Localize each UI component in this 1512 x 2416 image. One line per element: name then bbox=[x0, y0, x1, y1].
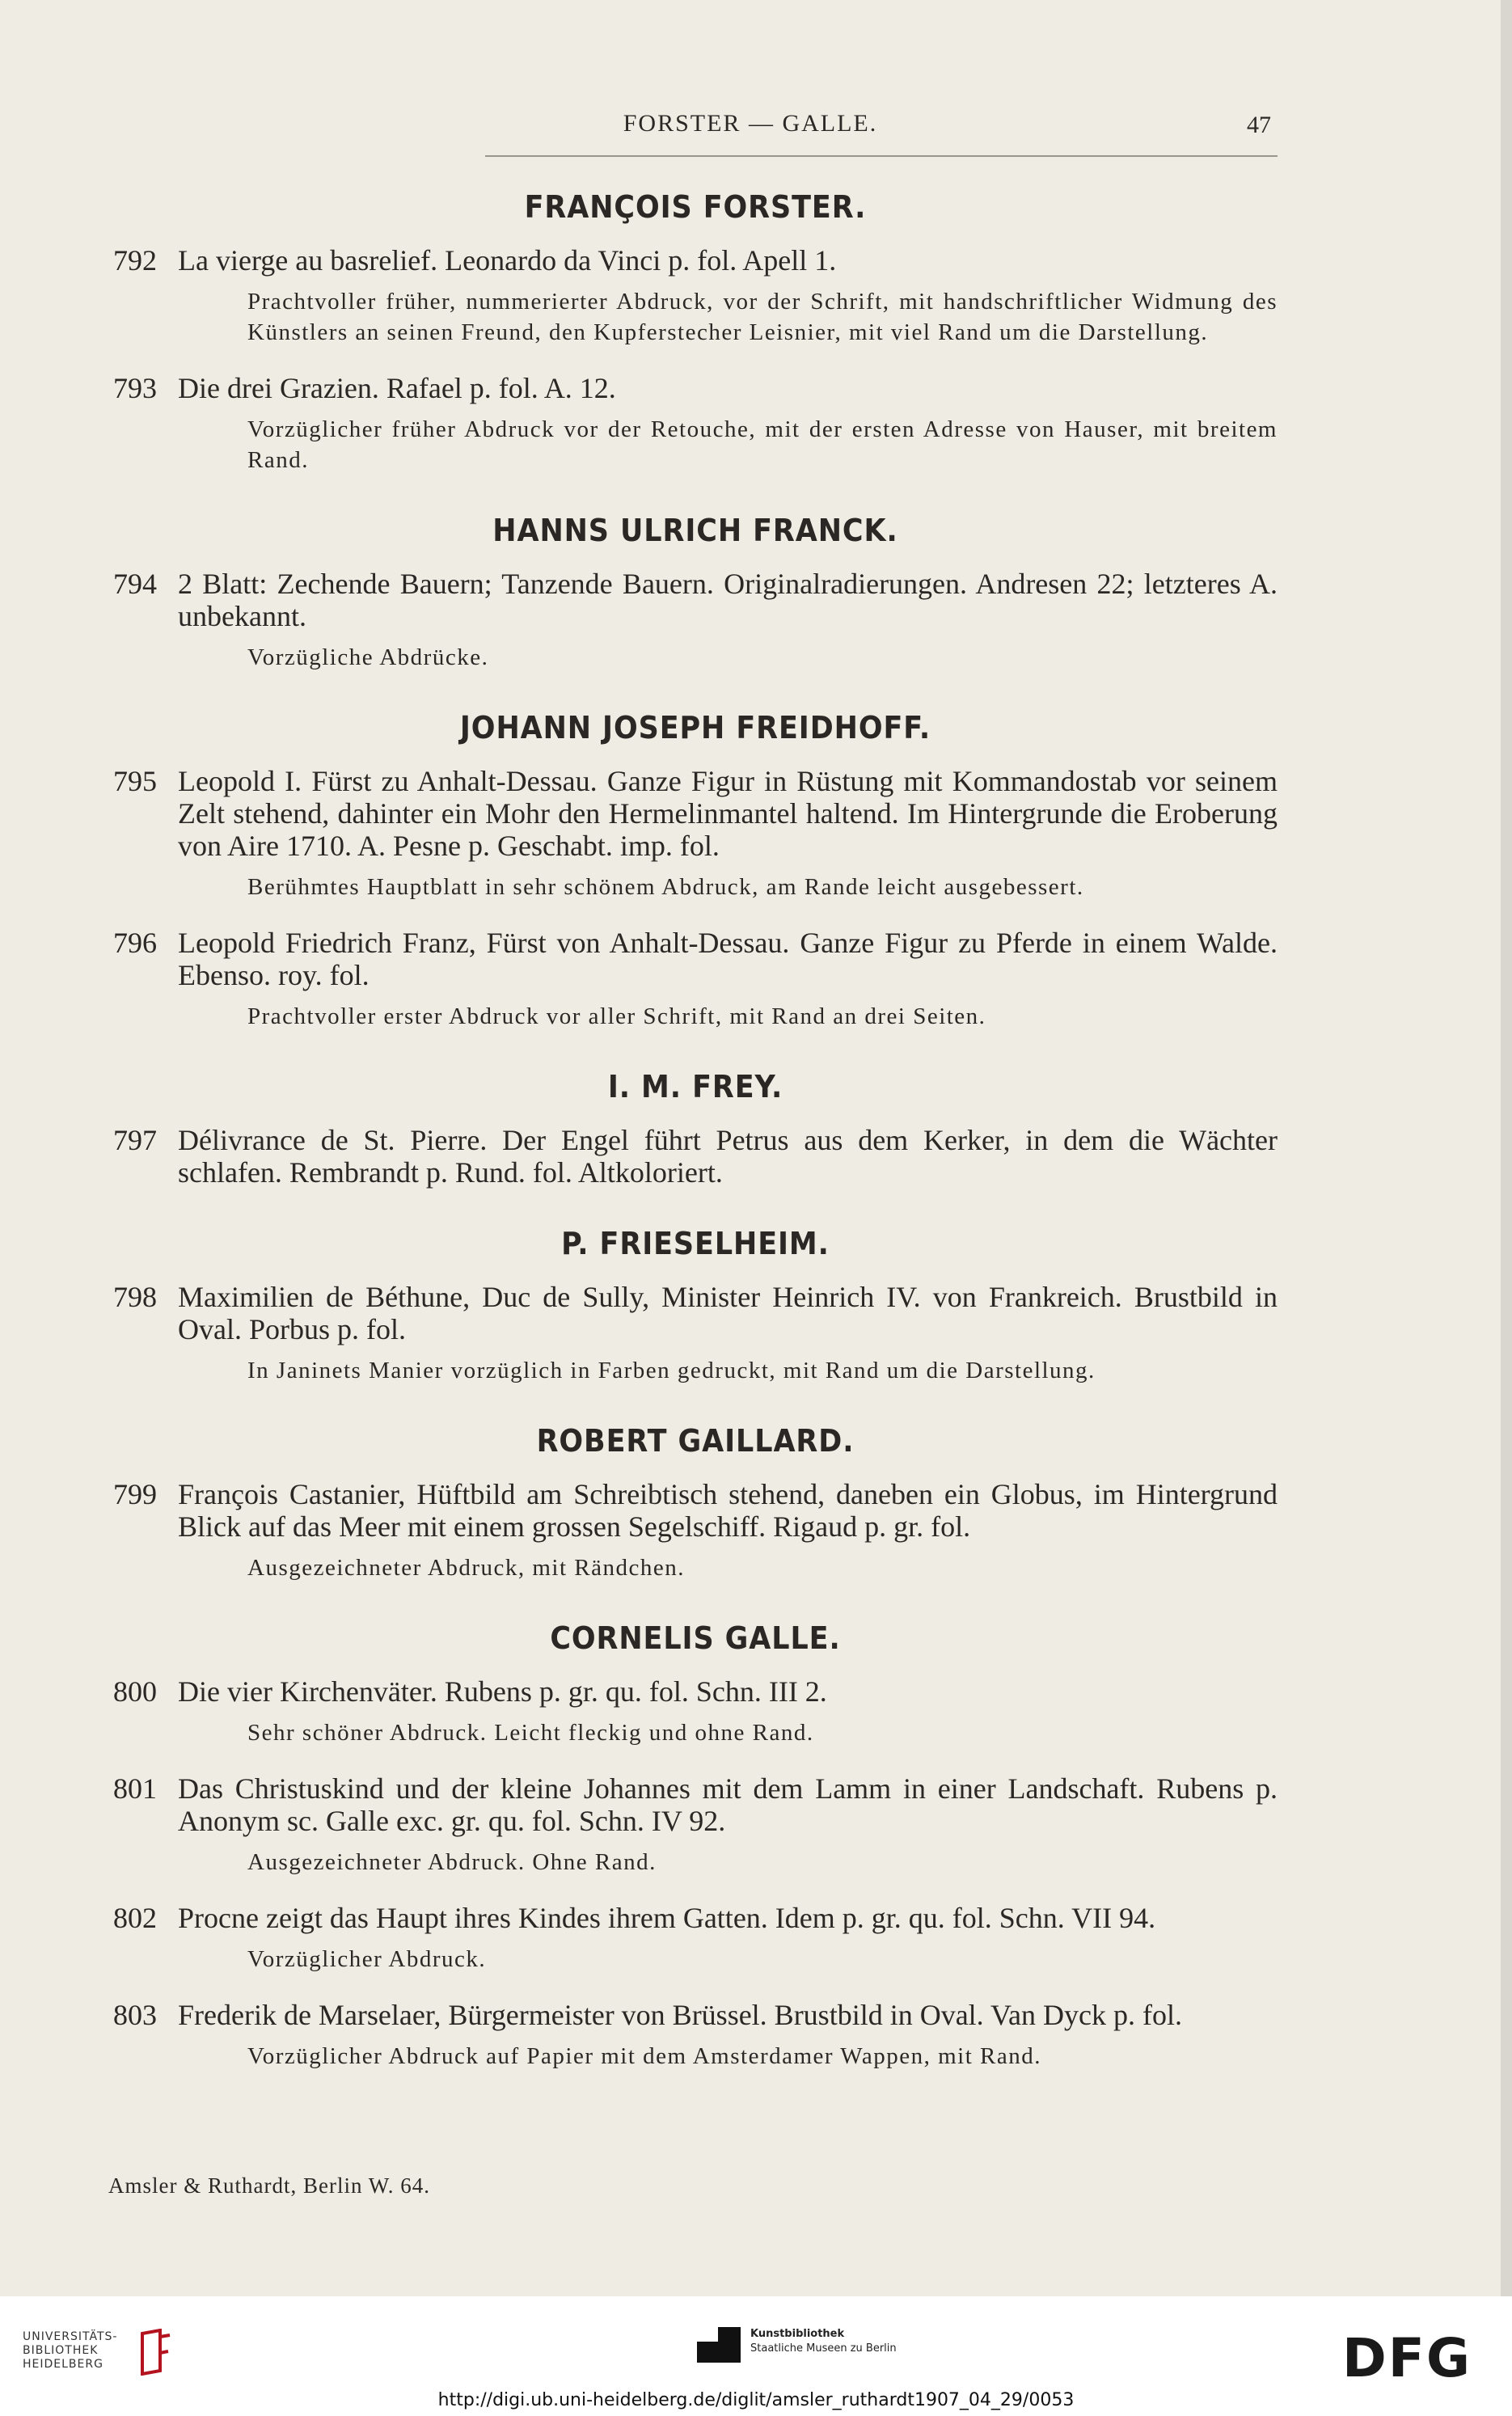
page-number: 47 bbox=[1247, 112, 1271, 138]
kb-subtitle: Staatliche Museen zu Berlin bbox=[750, 2342, 897, 2355]
artist-heading: JOHANN JOSEPH FREIDHOFF. bbox=[459, 710, 931, 745]
section-spacer bbox=[113, 697, 1278, 708]
page-edge bbox=[1501, 0, 1512, 2296]
artist-heading: CORNELIS GALLE. bbox=[550, 1620, 841, 1656]
lot-condition-note: Ausgezeichneter Abdruck, mit Rändchen. bbox=[247, 1555, 685, 1581]
lot-number: 799 bbox=[113, 1478, 157, 1510]
catalogue-entry bbox=[113, 1478, 1278, 1583]
kunstbibliothek-logo-icon[interactable] bbox=[694, 2324, 744, 2366]
catalogue-entry bbox=[113, 765, 1278, 902]
lot-number: 795 bbox=[113, 765, 157, 797]
lot-number: 794 bbox=[113, 568, 157, 600]
section-spacer bbox=[113, 1607, 1278, 1619]
lot-condition-note: Berühmtes Hauptblatt in sehr schönem Abdruck, am Rande leicht ausgebessert. bbox=[247, 874, 1084, 900]
lot-condition-note: In Janinets Manier vorzüglich in Farben gedruckt, mit Rand um die Darstellung. bbox=[247, 1358, 1096, 1383]
lot-condition-note: Ausgezeichneter Abdruck. Ohne Rand. bbox=[247, 1849, 657, 1875]
kunstbibliothek-text bbox=[750, 2327, 897, 2356]
lot-description: Leopold I. Fürst zu Anhalt-Dessau. Ganze Figur in Rüstung mit Kommandostab vor seinem Zelt stehend, dahinter ein Mohr den Hermelinmantel haltend. Im Hintergrunde die Eroberung von Aire 1710. A. Pesne p. Geschabt. imp. fol. bbox=[178, 765, 1278, 862]
lot-number: 803 bbox=[113, 1999, 157, 2031]
lot-condition-note: Vorzüglicher früher Abdruck vor der Retouche, mit der ersten Adresse von Hauser, mit breitem Rand. bbox=[247, 416, 1278, 473]
catalogue-entry bbox=[113, 1675, 1278, 1748]
catalogue-entry bbox=[113, 244, 1278, 348]
university-emblem-icon bbox=[136, 2329, 173, 2376]
lot-description: Leopold Friedrich Franz, Fürst von Anhalt-Dessau. Ganze Figur zu Pferde in einem Walde. Ebenso. roy. fol. bbox=[178, 927, 1278, 991]
section-spacer bbox=[113, 1056, 1278, 1067]
lot-description: Procne zeigt das Haupt ihres Kindes ihrem Gatten. Idem p. gr. qu. fol. Schn. VII 94. bbox=[178, 1902, 1156, 1934]
header-rule bbox=[485, 155, 1278, 157]
viewer-footer bbox=[0, 2296, 1512, 2416]
catalogue-entry bbox=[113, 1999, 1278, 2072]
lot-description: Das Christuskind und der kleine Johannes mit dem Lamm in einer Landschaft. Rubens p. Anonym sc. Galle exc. gr. qu. fol. Schn. IV 92. bbox=[178, 1772, 1278, 1837]
lot-number: 801 bbox=[113, 1772, 157, 1805]
lot-number: 800 bbox=[113, 1675, 157, 1708]
catalogue-content bbox=[113, 188, 1278, 2107]
catalogue-entry bbox=[113, 1281, 1278, 1386]
artist-heading: ROBERT GAILLARD. bbox=[536, 1423, 855, 1459]
catalogue-entry bbox=[113, 927, 1278, 1032]
dfg-logo[interactable]: DFG bbox=[1342, 2327, 1472, 2389]
lot-number: 793 bbox=[113, 372, 157, 404]
lot-condition-note: Sehr schöner Abdruck. Leicht fleckig und ohne Rand. bbox=[247, 1720, 814, 1746]
lot-number: 798 bbox=[113, 1281, 157, 1313]
artist-heading: I. M. FREY. bbox=[607, 1069, 783, 1105]
uni-logo-line: HEIDELBERG bbox=[23, 2358, 103, 2371]
lot-number: 796 bbox=[113, 927, 157, 959]
catalogue-entry bbox=[113, 1902, 1278, 1975]
running-head: FORSTER — GALLE. bbox=[623, 110, 878, 137]
section-spacer bbox=[113, 1213, 1278, 1224]
catalogue-entry bbox=[113, 372, 1278, 475]
lot-description: Die vier Kirchenväter. Rubens p. gr. qu. fol. Schn. III 2. bbox=[178, 1675, 827, 1708]
artist-heading: FRANÇOIS FORSTER. bbox=[524, 189, 867, 225]
uni-logo-line: BIBLIOTHEK bbox=[23, 2344, 99, 2357]
lot-condition-note: Prachtvoller früher, nummerierter Abdruck, vor der Schrift, mit handschriftlicher Widmung des Künstlers an seinen Freund, den Kupferstecher Leisnier, mit viel Rand um die Darstellung. bbox=[247, 289, 1278, 345]
uni-logo-line: UNIVERSITÄTS- bbox=[23, 2330, 118, 2343]
lot-description: La vierge au basrelief. Leonardo da Vinci p. fol. Apell 1. bbox=[178, 244, 837, 277]
section-spacer bbox=[113, 1410, 1278, 1421]
publisher-imprint: Amsler & Ruthardt, Berlin W. 64. bbox=[108, 2173, 430, 2198]
lot-description: Die drei Grazien. Rafael p. fol. A. 12. bbox=[178, 372, 616, 404]
lot-condition-note: Vorzüglicher Abdruck auf Papier mit dem Amsterdamer Wappen, mit Rand. bbox=[247, 2043, 1041, 2069]
kb-title: Kunstbibliothek bbox=[750, 2328, 845, 2340]
lot-description: Frederik de Marselaer, Bürgermeister von Brüssel. Brustbild in Oval. Van Dyck p. fol. bbox=[178, 1999, 1182, 2031]
lot-number: 792 bbox=[113, 244, 157, 277]
lot-description: François Castanier, Hüftbild am Schreibtisch stehend, daneben ein Globus, im Hintergrund Blick auf das Meer mit einem grossen Segelschiff. Rigaud p. gr. fol. bbox=[178, 1478, 1278, 1543]
permalink-url[interactable]: http://digi.ub.uni-heidelberg.de/diglit/amsler_ruthardt1907_04_29/0053 bbox=[437, 2390, 1075, 2410]
catalogue-entry bbox=[113, 1772, 1278, 1877]
catalogue-entry bbox=[113, 1124, 1278, 1189]
lot-condition-note: Prachtvoller erster Abdruck vor aller Schrift, mit Rand an drei Seiten. bbox=[247, 1003, 986, 1029]
section-spacer bbox=[113, 500, 1278, 511]
lot-description: Délivrance de St. Pierre. Der Engel führt Petrus aus dem Kerker, in dem die Wächter schlafen. Rembrandt p. Rund. fol. Altkoloriert. bbox=[178, 1124, 1278, 1189]
lot-description: 2 Blatt: Zechende Bauern; Tanzende Bauern. Originalradierungen. Andresen 22; letzteres A. unbekannt. bbox=[178, 568, 1278, 632]
catalogue-entry bbox=[113, 568, 1278, 673]
lot-number: 802 bbox=[113, 1902, 157, 1934]
lot-description: Maximilien de Béthune, Duc de Sully, Minister Heinrich IV. von Frankreich. Brustbild in Oval. Porbus p. fol. bbox=[178, 1281, 1278, 1345]
lot-condition-note: Vorzüglicher Abdruck. bbox=[247, 1946, 487, 1972]
university-library-logo[interactable] bbox=[23, 2330, 117, 2372]
artist-heading: HANNS ULRICH FRANCK. bbox=[492, 513, 898, 548]
section-spacer bbox=[113, 2096, 1278, 2107]
lot-number: 797 bbox=[113, 1124, 157, 1156]
lot-condition-note: Vorzügliche Abdrücke. bbox=[247, 644, 489, 670]
artist-heading: P. FRIESELHEIM. bbox=[561, 1226, 830, 1261]
